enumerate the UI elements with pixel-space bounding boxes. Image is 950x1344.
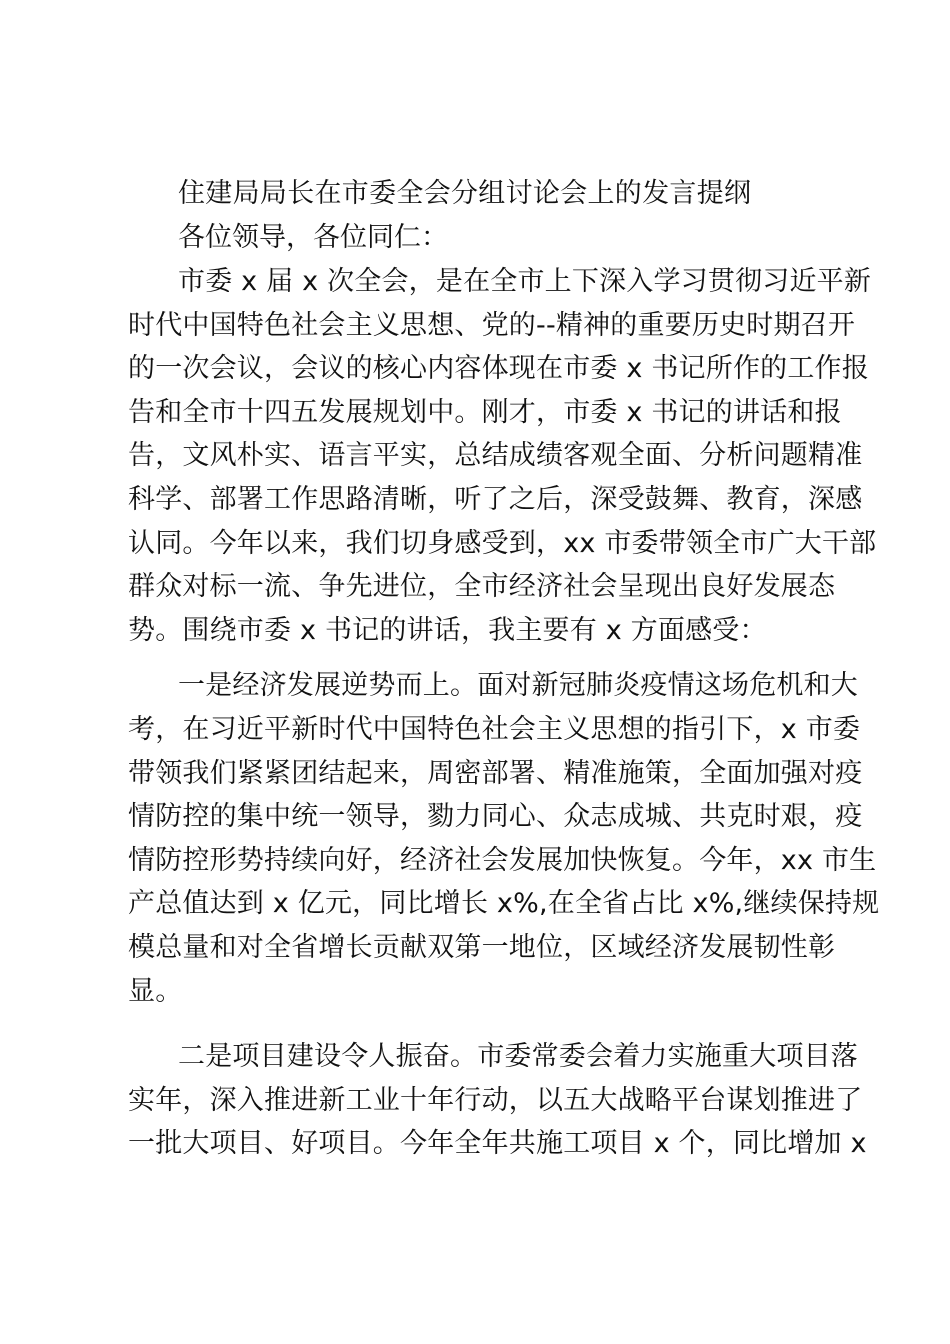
paragraph-economy xyxy=(128,664,880,1013)
paragraph-line: 二是项目建设令人振奋。市委常委会着力实施重大项目落 xyxy=(178,1041,858,1073)
salutation: 各位领导，各位同仁： xyxy=(178,222,448,253)
paragraph-line: 告和全市十四五发展规划中。刚才，市委 x 书记的讲话和报 xyxy=(128,396,842,428)
document-title: 住建局局长在市委全会分组讨论会上的发言提纲 xyxy=(178,178,752,209)
paragraph-line: 显。 xyxy=(128,975,183,1007)
paragraph-line: 情防控的集中统一领导，勠力同心、众志成城、共克时艰，疫 xyxy=(128,801,863,833)
document-body xyxy=(128,172,880,1166)
paragraph-line: 告，文风朴实、语言平实，总结成绩客观全面、分析问题精准 xyxy=(128,440,863,472)
paragraph-line: 情防控形势持续向好，经济社会发展加快恢复。今年，xx 市生 xyxy=(128,844,877,876)
paragraph-line: 时代中国特色社会主义思想、党的--精神的重要历史时期召开 xyxy=(128,309,856,341)
paragraph-line: 考，在习近平新时代中国特色社会主义思想的指引下，x 市委 xyxy=(128,713,861,745)
paragraph-projects xyxy=(128,1035,867,1166)
paragraph-line: 模总量和对全省增长贡献双第一地位，区域经济发展韧性彰 xyxy=(128,931,836,963)
paragraph-line: 一是经济发展逆势而上。面对新冠肺炎疫情这场危机和大 xyxy=(178,670,858,702)
paragraph-line: 实年，深入推进新工业十年行动，以五大战略平台谋划推进了 xyxy=(128,1084,863,1116)
paragraph-line: 的一次会议，会议的核心内容体现在市委 x 书记所作的工作报 xyxy=(128,353,869,385)
paragraph-line: 产总值达到 x 亿元，同比增长 x%,在全省占比 x%,继续保持规 xyxy=(128,888,880,920)
paragraph-line: 认同。今年以来，我们切身感受到，xx 市委带领全市广大干部 xyxy=(128,527,877,559)
paragraph-line: 势。围绕市委 x 书记的讲话，我主要有 x 方面感受： xyxy=(128,614,767,646)
paragraph-intro xyxy=(128,260,877,652)
paragraph-line: 科学、部署工作思路清晰，听了之后，深受鼓舞、教育，深感 xyxy=(128,483,863,515)
paragraph-line: 群众对标一流、争先进位，全市经济社会呈现出良好发展态 xyxy=(128,571,836,603)
paragraph-line: 一批大项目、好项目。今年全年共施工项目 x 个，同比增加 x xyxy=(128,1128,867,1160)
paragraph-line: 带领我们紧紧团结起来，周密部署、精准施策，全面加强对疫 xyxy=(128,757,863,789)
paragraph-line: 市委 x 届 x 次全会，是在全市上下深入学习贯彻习近平新 xyxy=(178,266,872,297)
